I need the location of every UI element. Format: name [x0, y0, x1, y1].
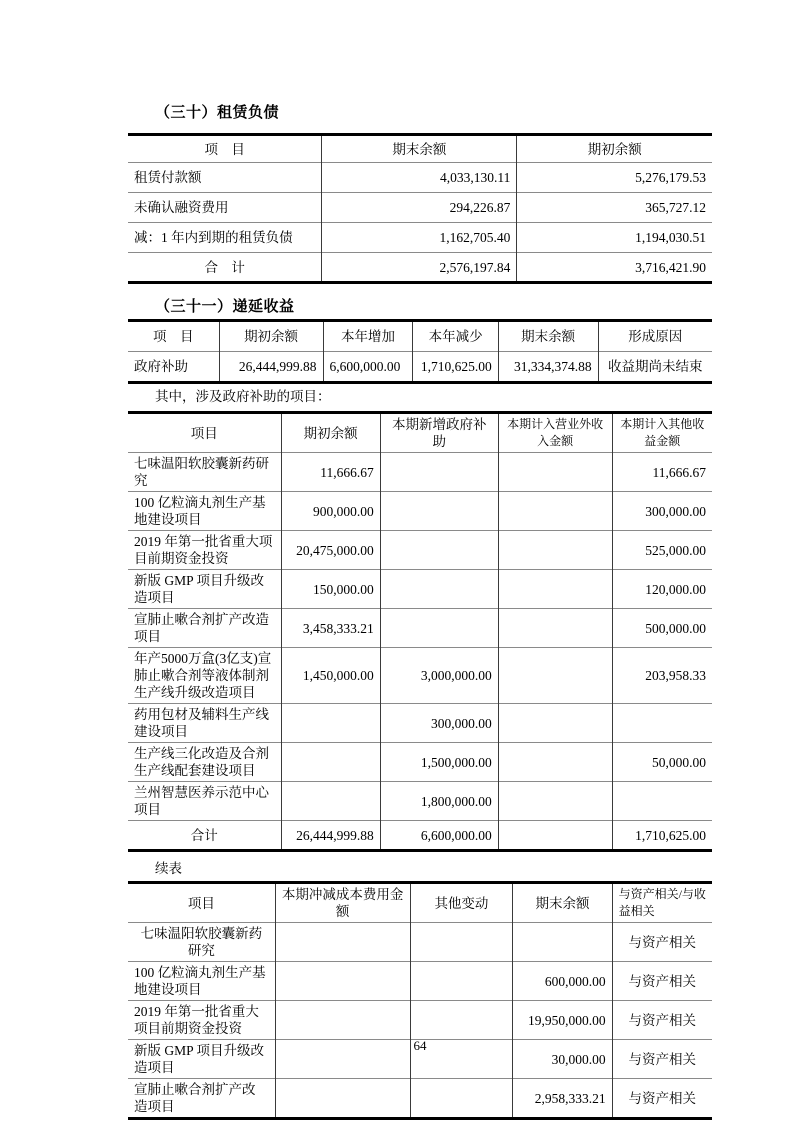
table-cell: 6,600,000.00 [323, 352, 413, 383]
table-row [128, 531, 712, 570]
header-cell: 期末余额 [322, 135, 517, 163]
table-cell-empty [498, 704, 612, 743]
table-cell: 1,162,705.40 [322, 223, 517, 253]
table-cell: 365,727.12 [517, 193, 712, 223]
table-cell-empty [498, 531, 612, 570]
table-cell: 1,450,000.00 [281, 648, 380, 704]
page-content [128, 0, 712, 1120]
table-cell: 30,000.00 [513, 1040, 612, 1079]
table-cell-empty [275, 1079, 410, 1119]
deferred-income-summary-table [128, 319, 712, 384]
table-cell: 与资产相关 [612, 1001, 712, 1040]
table-cell: 11,666.67 [281, 453, 380, 492]
table-cell-empty [281, 782, 380, 821]
table-cell-empty [380, 570, 498, 609]
table-cell-empty [498, 492, 612, 531]
table-cell-empty [275, 962, 410, 1001]
table-cell-empty [281, 743, 380, 782]
table-cell: 5,276,179.53 [517, 163, 712, 193]
table-cell: 2019 年第一批省重大项目前期资金投资 [128, 531, 281, 570]
table-cell: 20,475,000.00 [281, 531, 380, 570]
table-cell: 294,226.87 [322, 193, 517, 223]
table-header-row [128, 413, 712, 453]
table-cell: 收益期尚未结束 [598, 352, 712, 383]
header-cell: 本年减少 [413, 321, 498, 352]
table-cell-empty [380, 531, 498, 570]
table-cell: 1,710,625.00 [612, 821, 712, 851]
header-cell: 与资产相关/与收益相关 [612, 883, 712, 923]
table-row [128, 1079, 712, 1119]
table-row [128, 570, 712, 609]
table-total-row [128, 821, 712, 851]
table-cell: 120,000.00 [612, 570, 712, 609]
table-cell: 1,710,625.00 [413, 352, 498, 383]
table-row [128, 962, 712, 1001]
table-row [128, 648, 712, 704]
table-cell-empty [380, 609, 498, 648]
table-cell: 50,000.00 [612, 743, 712, 782]
header-cell: 本期计入营业外收入金额 [498, 413, 612, 453]
table-cell: 26,444,999.88 [281, 821, 380, 851]
table-row [128, 1001, 712, 1040]
header-cell: 期末余额 [513, 883, 612, 923]
table-cell: 2019 年第一批省重大项目前期资金投资 [128, 1001, 275, 1040]
table-cell-empty [380, 492, 498, 531]
table-cell-empty [410, 923, 513, 962]
header-cell: 项目 [187, 895, 215, 911]
table-cell: 100 亿粒滴丸剂生产基地建设项目 [128, 492, 281, 531]
header-cell: 期末余额 [498, 321, 598, 352]
header-cell: 期初余额 [517, 135, 712, 163]
gov-grant-detail-table [128, 411, 712, 852]
header-cell: 期初余额 [219, 321, 323, 352]
table-cell: 政府补助 [128, 352, 219, 383]
table-cell: 150,000.00 [281, 570, 380, 609]
table-cell: 药用包材及辅料生产线建设项目 [128, 704, 281, 743]
table-cell: 与资产相关 [612, 923, 712, 962]
table-cell: 1,500,000.00 [380, 743, 498, 782]
table-cell-empty [380, 453, 498, 492]
table-row [128, 453, 712, 492]
table-cell: 七味温阳软胶囊新药研究 [128, 923, 275, 962]
table-cell: 100 亿粒滴丸剂生产基地建设项目 [128, 962, 275, 1001]
continued-table-label: 续表 [155, 861, 182, 876]
table-total-row [128, 253, 712, 283]
table-row [128, 352, 712, 383]
header-cell: 期初余额 [281, 413, 380, 453]
table-cell-empty [513, 923, 612, 962]
table-cell: 合 计 [128, 253, 322, 283]
table-cell: 生产线三化改造及合剂生产线配套建设项目 [128, 743, 281, 782]
table-cell-empty [498, 453, 612, 492]
table-header-row [128, 883, 712, 923]
table-cell: 31,334,374.88 [498, 352, 598, 383]
table-cell: 租赁付款额 [128, 163, 322, 193]
table-cell: 新版 GMP 项目升级改造项目 [128, 1040, 275, 1079]
header-cell: 本期冲减成本费用金额 [275, 883, 410, 923]
header-cell: 其他变动 [410, 883, 513, 923]
table-cell: 2,958,333.21 [513, 1079, 612, 1119]
table-cell-empty [281, 704, 380, 743]
table-cell-empty [410, 962, 513, 1001]
table-cell: 宣肺止嗽合剂扩产改造项目 [128, 609, 281, 648]
table-cell: 4,033,130.11 [322, 163, 517, 193]
table-header-row [128, 321, 712, 352]
table-cell: 宣肺止嗽合剂扩产改造项目 [128, 1079, 275, 1119]
header-cell: 项 目 [204, 141, 245, 157]
table-cell: 500,000.00 [612, 609, 712, 648]
table-row [128, 923, 712, 962]
table-row [128, 609, 712, 648]
table-cell: 3,000,000.00 [380, 648, 498, 704]
table-cell: 900,000.00 [281, 492, 380, 531]
table-cell: 203,958.33 [612, 648, 712, 704]
table-cell-empty [275, 1001, 410, 1040]
header-cell: 项目 [190, 425, 218, 441]
table-cell: 七味温阳软胶囊新药研究 [128, 453, 281, 492]
table-cell-empty [612, 782, 712, 821]
table-cell: 3,716,421.90 [517, 253, 712, 283]
header-cell: 本期新增政府补助 [380, 413, 498, 453]
table-cell: 525,000.00 [612, 531, 712, 570]
table-row [128, 193, 712, 223]
table-cell: 300,000.00 [612, 492, 712, 531]
table-row [128, 782, 712, 821]
table-cell: 300,000.00 [380, 704, 498, 743]
gov-grant-note: 其中，涉及政府补助的项目： [155, 389, 331, 404]
table-cell: 新版 GMP 项目升级改造项目 [128, 570, 281, 609]
table-cell-empty [498, 743, 612, 782]
table-cell-empty [410, 1079, 513, 1119]
table-row [128, 743, 712, 782]
page-number: 64 [413, 1038, 427, 1053]
table-cell: 2,576,197.84 [322, 253, 517, 283]
table-cell-empty [498, 609, 612, 648]
table-cell: 3,458,333.21 [281, 609, 380, 648]
table-cell-empty [498, 570, 612, 609]
table-cell-empty [498, 782, 612, 821]
table-row [128, 223, 712, 253]
table-cell: 合计 [128, 821, 281, 851]
table-cell: 与资产相关 [612, 1079, 712, 1119]
table-cell: 减：1 年内到期的租赁负债 [128, 223, 322, 253]
table-header-row [128, 135, 712, 163]
lease-liabilities-table [128, 133, 712, 284]
table-cell: 与资产相关 [612, 962, 712, 1001]
header-cell: 本年增加 [323, 321, 413, 352]
table-cell-empty [275, 923, 410, 962]
table-cell: 6,600,000.00 [380, 821, 498, 851]
table-row [128, 492, 712, 531]
table-cell-empty [612, 704, 712, 743]
table-cell: 600,000.00 [513, 962, 612, 1001]
table-cell: 19,950,000.00 [513, 1001, 612, 1040]
table-cell-empty [410, 1001, 513, 1040]
table-cell: 11,666.67 [612, 453, 712, 492]
table-cell-empty [498, 821, 612, 851]
table-cell: 1,194,030.51 [517, 223, 712, 253]
section-30-title: （三十）租赁负债 [155, 105, 280, 121]
table-cell: 与资产相关 [612, 1040, 712, 1079]
header-cell: 本期计入其他收益金额 [612, 413, 712, 453]
header-cell: 项 目 [153, 329, 194, 344]
section-31-title: （三十一）递延收益 [155, 299, 295, 315]
gov-grant-continued-table [128, 881, 712, 1120]
table-cell-empty [498, 648, 612, 704]
table-cell: 1,800,000.00 [380, 782, 498, 821]
table-cell: 未确认融资费用 [128, 193, 322, 223]
table-row [128, 704, 712, 743]
table-row [128, 163, 712, 193]
table-cell: 26,444,999.88 [219, 352, 323, 383]
header-cell: 形成原因 [598, 321, 712, 352]
table-cell: 年产5000万盒(3亿支)宣肺止嗽合剂等液体制剂生产线升级改造项目 [128, 648, 281, 704]
table-cell: 兰州智慧医养示范中心项目 [128, 782, 281, 821]
